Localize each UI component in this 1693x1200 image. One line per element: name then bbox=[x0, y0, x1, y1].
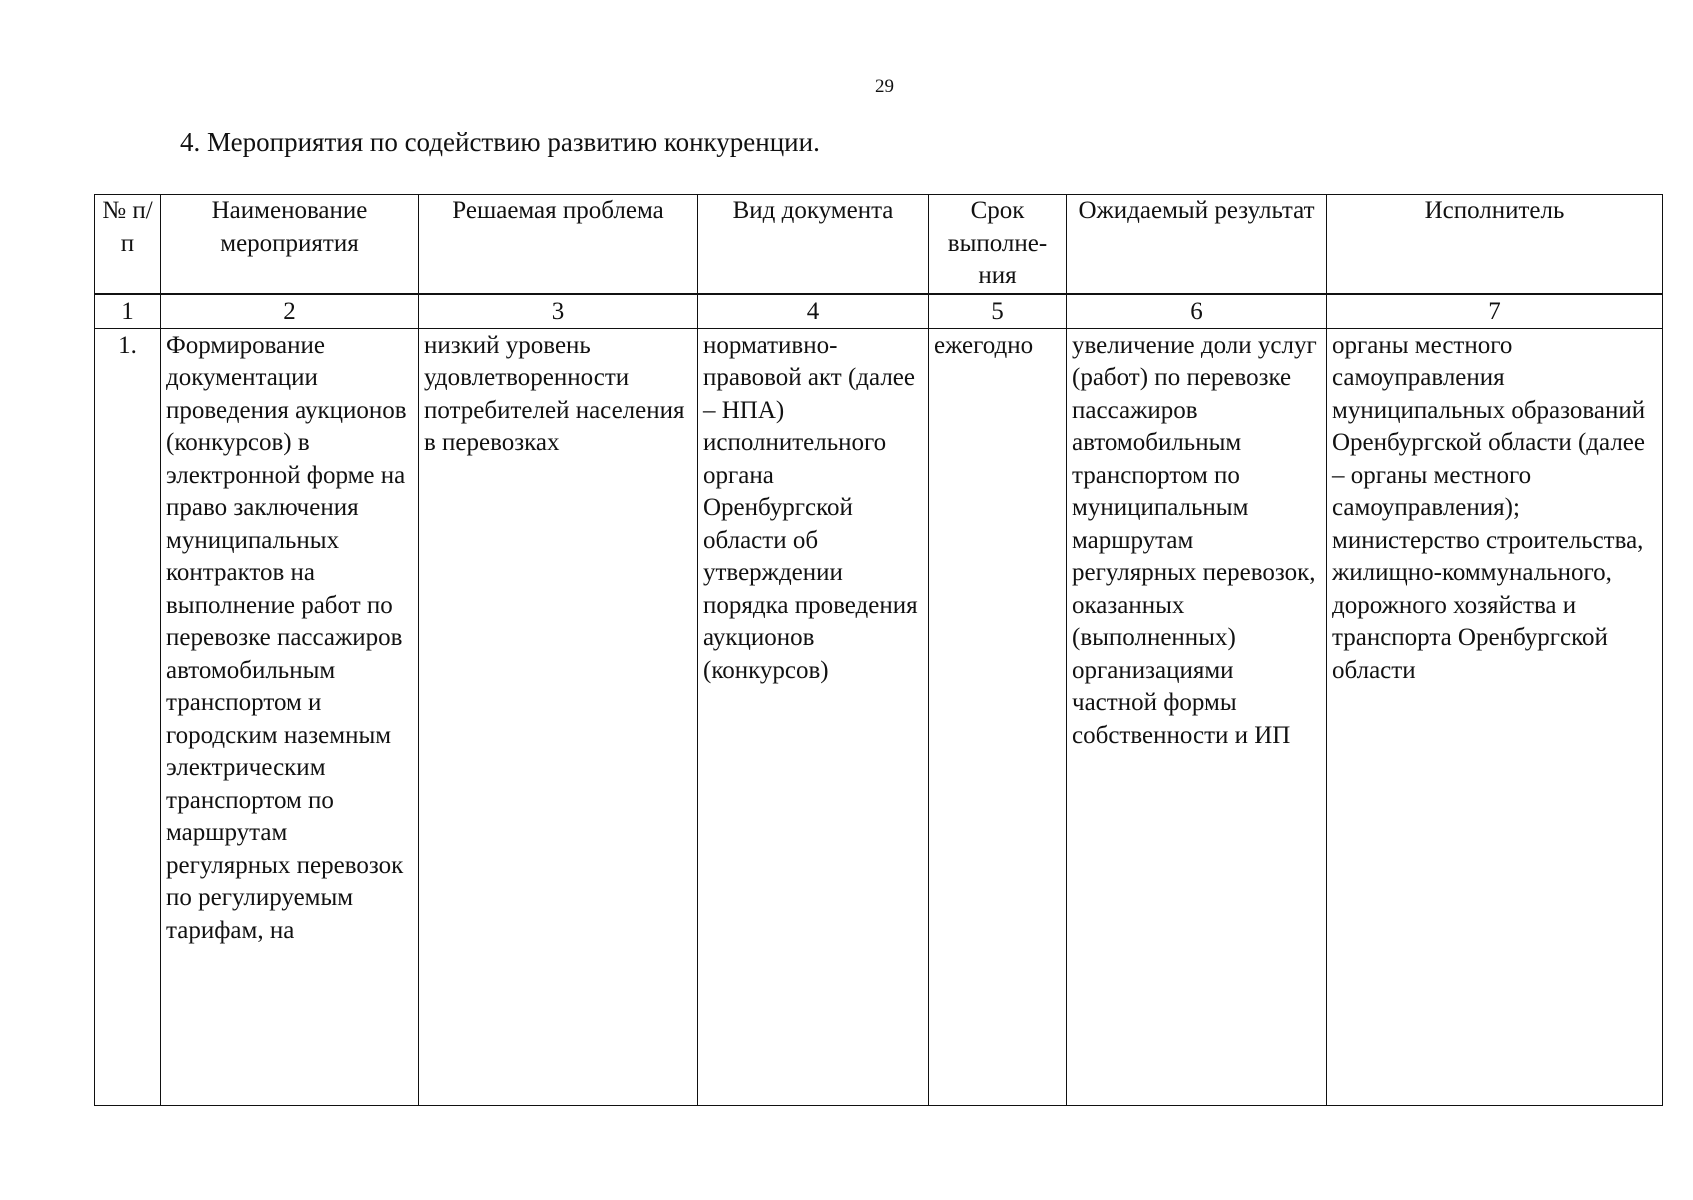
executor-cell: органы местного самоуправления муниципальных образований Оренбургской области (далее – органы местного самоуправления); министерство строительства, жилищно-коммунального, дорожного хозяйства и транспорта Оренбургской области bbox=[1327, 328, 1663, 1105]
measures-table bbox=[94, 194, 1663, 1106]
header-measure: Наименование мероприятия bbox=[161, 195, 419, 294]
column-number: 7 bbox=[1327, 294, 1663, 329]
column-number-row bbox=[95, 294, 1663, 329]
section-title: 4. Мероприятия по содействию развитию конкуренции. bbox=[180, 127, 820, 157]
column-number: 3 bbox=[419, 294, 698, 329]
table-row bbox=[95, 328, 1663, 1105]
deadline-cell: ежегодно bbox=[929, 328, 1067, 1105]
column-number: 1 bbox=[95, 294, 161, 329]
column-number: 4 bbox=[698, 294, 929, 329]
column-number: 6 bbox=[1067, 294, 1327, 329]
column-number: 5 bbox=[929, 294, 1067, 329]
header-deadline: Срок выполне-ния bbox=[929, 195, 1067, 294]
row-number-cell: 1. bbox=[95, 328, 161, 1105]
header-number: № п/п bbox=[95, 195, 161, 294]
result-cell: увеличение доли услуг (работ) по перевозке пассажиров автомобильным транспортом по муниципальным маршрутам регулярных перевозок, оказанных (выполненных) организациями частной формы собственности и ИП bbox=[1067, 328, 1327, 1105]
table-header-row bbox=[95, 195, 1663, 294]
page-number: 29 bbox=[875, 76, 894, 97]
header-document: Вид документа bbox=[698, 195, 929, 294]
problem-cell: низкий уровень удовлетворенности потребителей населения в перевозках bbox=[419, 328, 698, 1105]
measure-cell: Формирование документации проведения аукционов (конкурсов) в электронной форме на право заключения муниципальных контрактов на выполнение работ по перевозке пассажиров автомобильным транспортом и городским наземным электрическим транспортом по маршрутам регулярных перевозок по регулируемым тарифам, на bbox=[161, 328, 419, 1105]
header-result: Ожидаемый результат bbox=[1067, 195, 1327, 294]
column-number: 2 bbox=[161, 294, 419, 329]
header-executor: Исполнитель bbox=[1327, 195, 1663, 294]
header-problem: Решаемая проблема bbox=[419, 195, 698, 294]
document-cell: нормативно-правовой акт (далее – НПА) исполнительного органа Оренбургской области об утверждении порядка проведения аукционов (конкурсов) bbox=[698, 328, 929, 1105]
